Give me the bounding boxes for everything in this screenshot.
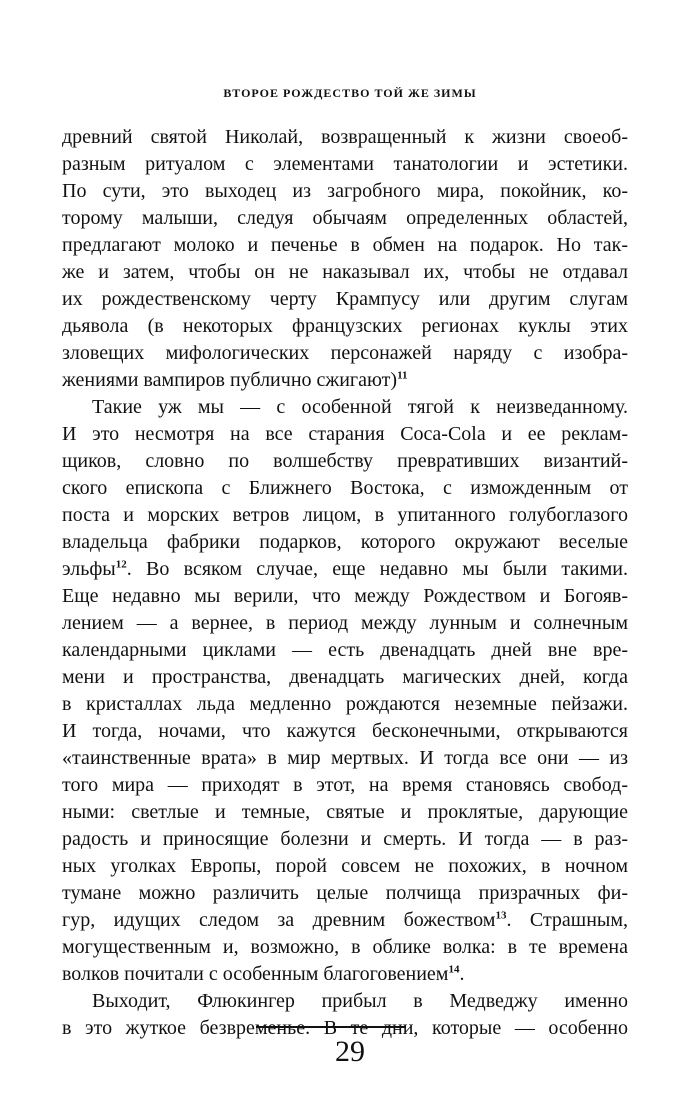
paragraph-2-line: лением — а вернее, в период между лунным и солнечным (62, 612, 628, 634)
paragraph-2-line: в кристаллах льда медленно рождаются неземные пейзажи. (62, 693, 628, 715)
page-number: 29 (335, 1035, 365, 1068)
paragraph-2-line: календарными циклами — есть двенадцать дней вне вре- (62, 639, 628, 661)
paragraph-1-line (62, 367, 628, 394)
paragraph-2-line: ных уголках Европы, порой совсем не похожих, в ночном (62, 855, 628, 877)
paragraph-1-line: разным ритуалом с элементами танатологии и эстетики. (62, 153, 628, 175)
text-block (62, 124, 628, 1042)
paragraph-2-line: «таинственные врата» в мир мертвых. И тогда все они — из (62, 747, 628, 769)
paragraph-1-line: дьявола (в некоторых французских регионах куклы этих (62, 315, 628, 337)
footnote-ref-12[interactable]: 12 (115, 558, 127, 571)
paragraph-2-line: ными: светлые и темные, святые и проклятые, дарующие (62, 801, 628, 823)
paragraph-3-line: Выходит, Флюкингер прибыл в Медведжу именно (92, 990, 628, 1012)
paragraph-2-line: Еще недавно мы верили, что между Рождеством и Богояв- (62, 585, 628, 607)
running-head: ВТОРОЕ РОЖДЕСТВО ТОЙ ЖЕ ЗИМЫ (223, 86, 477, 100)
footnote-ref-11[interactable]: 11 (397, 369, 408, 382)
footnote-ref-14[interactable]: 14 (448, 963, 460, 976)
paragraph-1-line: же и затем, чтобы он не наказывал их, чтобы не отдавал (62, 261, 628, 283)
paragraph-2-line: щиков, словно по волшебству превративших византий- (62, 450, 628, 472)
paragraph-2-line (62, 961, 628, 988)
paragraph-2-text: эльфы (62, 558, 116, 580)
paragraph-2-line: И это несмотря на все старания Coca-Cola и ее реклам- (62, 423, 628, 445)
paragraph-2-line: ского епископа с Ближнего Востока, с изможденным от (62, 477, 628, 499)
paragraph-2-line: того мира — приходят в этот, на время становясь свобод- (62, 774, 628, 796)
paragraph-1-line: предлагают молоко и печенье в обмен на подарок. Но так- (62, 234, 628, 256)
paragraph-2-line: тумане можно различить целые полчища призрачных фи- (62, 882, 628, 904)
paragraph-1-line: торому малыши, следуя обычаям определенных областей, (62, 207, 628, 229)
paragraph-1-line: их рождественскому черту Крампусу или другим слугам (62, 288, 628, 310)
paragraph-1-line: зловещих мифологических персонажей наряду с изобра- (62, 342, 628, 364)
footer-rule (256, 1026, 406, 1028)
paragraph-1-text: жениями вампиров публично сжигают) (62, 369, 398, 391)
paragraph-2-line (62, 556, 628, 583)
paragraph-2-line (62, 907, 628, 934)
paragraph-1-line: По сути, это выходец из загробного мира, покойник, ко- (62, 180, 628, 202)
paragraph-2-line: могущественным и, возможно, в облике волка: в те времена (62, 936, 628, 958)
paragraph-2-text: волков почитали с особенным благоговением (62, 963, 449, 985)
paragraph-3-line: в это жуткое безвременье. В те дни, которые — особенно (62, 1017, 628, 1039)
paragraph-2-line: мени и пространства, двенадцать магических дней, когда (62, 666, 628, 688)
footnote-ref-13[interactable]: 13 (495, 909, 507, 922)
paragraph-2-line: поста и морских ветров лицом, в упитанного голубоглазого (62, 504, 628, 526)
paragraph-1-line: древний святой Николай, возвращенный к жизни своеоб- (62, 126, 628, 148)
paragraph-2-line: Такие уж мы — с особенной тягой к неизведанному. (92, 396, 628, 418)
paragraph-2-text: . Страшным, (506, 909, 629, 931)
paragraph-2-text: гур, идущих следом за древним божеством (62, 909, 496, 931)
paragraph-2-text: . (459, 963, 465, 985)
paragraph-2-line: И тогда, ночами, что кажутся бесконечными, открываются (62, 720, 628, 742)
paragraph-2-text: . Во всяком случае, еще недавно мы были такими. (126, 558, 628, 580)
paragraph-2-line: владельца фабрики подарков, которого окружают веселые (62, 531, 628, 553)
paragraph-2-line: радость и приносящие болезни и смерть. И тогда — в раз- (62, 828, 628, 850)
